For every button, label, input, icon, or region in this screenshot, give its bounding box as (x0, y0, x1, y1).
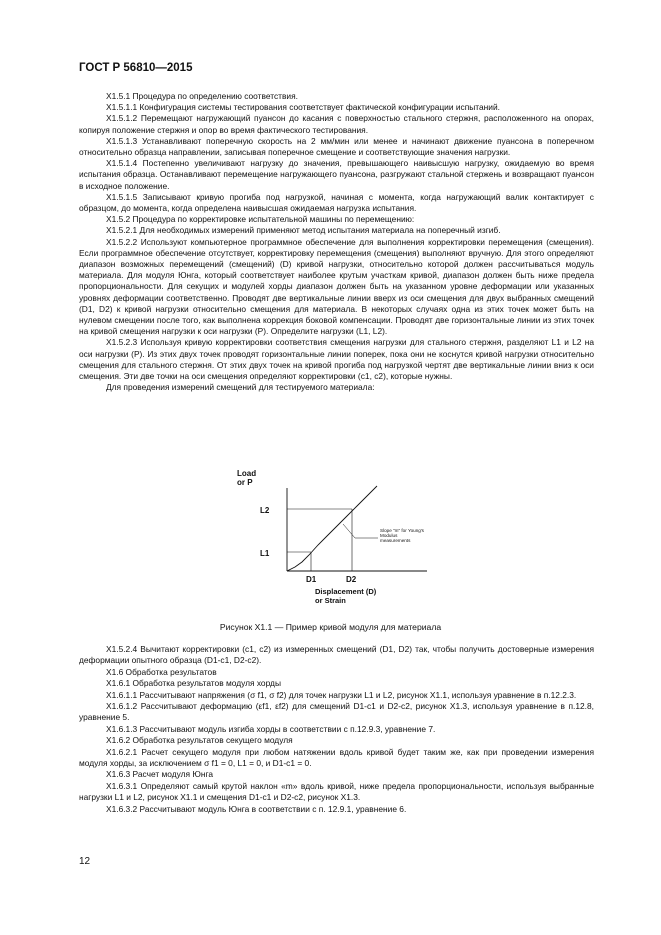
tick-l2: L2 (260, 506, 270, 515)
y-axis-label-2: or P (237, 478, 253, 487)
annotation-pointer (343, 524, 355, 538)
paragraph: X1.6.2 Обработка результатов секущего модуля (106, 735, 293, 746)
paragraph: X1.5.1.1 Конфигурация системы тестирования соответствует фактической конфигурации испытаний. (106, 102, 500, 113)
paragraph: X1.6.1.1 Рассчитывают напряжения (σ f1, σ f2) для точек нагрузки L1 и L2, рисунок X1.1, используя уравнение в п.12.2.3. (106, 689, 577, 700)
body-text-top (79, 91, 594, 393)
modulus-curve-figure (215, 466, 455, 616)
paragraph: X1.6 Обработка результатов (106, 666, 217, 677)
paragraph: X1.6.3.2 Рассчитывают модуль Юнга в соответствии с п. 12.9.1, уравнение 6. (106, 803, 407, 814)
paragraph: X1.6.2.1 Расчет секущего модуля при любом натяжении вдоль кривой будет таким же, как при проведении измерения модуля хорды, за исключением σ f1 = 0, L1 = 0, и D1-c1 = 0. (79, 746, 594, 769)
paragraph: X1.5.1.2 Перемещают нагружающий пуансон до касания с поверхностью стального стержня, расположенного на опорах, копируя положение стержня и опор во время фактического тестирования. (79, 113, 594, 135)
tick-d2: D2 (346, 575, 357, 584)
x-axis-label-2: or Strain (315, 596, 346, 605)
slope-annotation: Slope "m" for Young's (380, 528, 424, 533)
document-header: ГОСТ Р 56810—2015 (79, 62, 193, 74)
slope-annotation-3: measurements (380, 538, 411, 543)
paragraph: X1.6.1 Обработка результатов модуля хорды (106, 678, 281, 689)
figure-caption: Рисунок X1.1 — Пример кривой модуля для материала (219, 622, 442, 632)
tick-d1: D1 (306, 575, 317, 584)
paragraph: X1.5.2.4 Вычитают корректировки (c1, c2) из измеренных смещений (D1, D2) так, чтобы получить достоверные измерения деформации опытного образца (D1-c1, D2-c2). (79, 644, 594, 666)
paragraph: X1.5.2.3 Используя кривую корректировки соответствия смещения нагрузки для стального стержня, разделяют L1 и L2 на оси нагрузки (P). Из этих двух точек проводят горизонтальные линии поперек, пока они не коснутся кривой нагрузки относительно смещения для стального стержня. От этих двух точек на кривой прогиба под нагрузкой чертят две вертикальные линии вниз к оси смещения. Эти две точки на оси смещения определяют корректировки (c1, c2), которые нужны. (79, 337, 594, 382)
paragraph: X1.5.2 Процедура по корректировке испытательной машины по перемещению: (106, 214, 415, 225)
paragraph: X1.6.3 Расчет модуля Юнга (106, 769, 213, 780)
load-curve (287, 486, 377, 571)
paragraph: X1.6.3.1 Определяют самый крутой наклон «m» вдоль кривой, ниже предела пропорциональности, используя выбранные нагрузки L1 и L2, рисунок X1.1 и смещения D1-c1 и D2-c2, рисунок X1.3. (79, 780, 594, 803)
paragraph: X1.5.1 Процедура по определению соответствия. (106, 91, 298, 101)
body-text-bottom (79, 644, 594, 815)
paragraph: Для проведения измерений смещений для тестируемого материала: (106, 382, 375, 393)
paragraph: X1.5.1.5 Записывают кривую прогиба под нагрузкой, начиная с момента, когда нагружающий валик контактирует с образцом, до момента, когда определена наивысшая ожидаемая нагрузка испытания. (79, 191, 594, 214)
paragraph: X1.5.2.2 Используют компьютерное программное обеспечение для выполнения корректировки перемещения (смещения). Если программное обеспечение отсутствует, корректировку перемещения (смещения) выполняют вручную. Для этого определяют диапазон возможных перемещений (смещений) (D) кривой нагрузки, относительно которой должен рассчитываться модуль материала. Для модуля Юнга, который соответствует наиболее крутым участкам кривой, диапазон должен быть ниже предела пропорциональности. Для секущих и модулей хорды диапазон должен быть на указанном уровне деформации или указанных уровнях деформации соответственно. Проводят две вертикальные линии вверх из оси смещения для двух выбранных смещений (D1, D2) к кривой нагрузки относительно смещения для материала. В некоторых случаях одна из этих точек может быть на нулевом смещении после того, как выполнена коррекция боковой компенсации. Проводят две горизонтальные линии из этих точек на кривой смещения нагрузки к оси нагрузки (P). Определите нагрузки (L1, L2). (79, 236, 594, 337)
paragraph: X1.5.2.1 Для необходимых измерений применяют метод испытания материала на поперечный изгиб. (106, 225, 501, 236)
y-axis-label: Load (237, 469, 257, 478)
modulus-curve-diagram (215, 466, 455, 616)
x-axis-label: Displacement (D) (315, 587, 377, 596)
paragraph: X1.6.1.3 Рассчитывают модуль изгиба хорды в соответствии с п.12.9.3, уравнение 7. (106, 723, 436, 734)
page-number: 12 (79, 856, 91, 867)
tick-l1: L1 (260, 549, 270, 558)
paragraph: X1.5.1.3 Устанавливают поперечную скорость на 2 мм/мин или менее и начинают движение пуансона в поперечном относительно образца направлении, записывая поперечное смещение и соответствующие значения нагрузки. (79, 135, 594, 158)
paragraph: X1.6.1.2 Рассчитывают деформацию (εf1, εf2) для смещений D1-c1 и D2-c2, рисунок X1.3, используя уравнение в п.12.8, уравнение 5. (79, 701, 594, 723)
paragraph: X1.5.1.4 Постепенно увеличивают нагрузку до значения, превышающего наивысшую нагрузку, ожидаемую во время испытания образца. Останавливают перемещение нагружающего пуансона, разгружают стальной стержень и возвращают пуансон в исходное положение. (79, 158, 594, 191)
slope-annotation-2: Modulus (380, 533, 398, 538)
